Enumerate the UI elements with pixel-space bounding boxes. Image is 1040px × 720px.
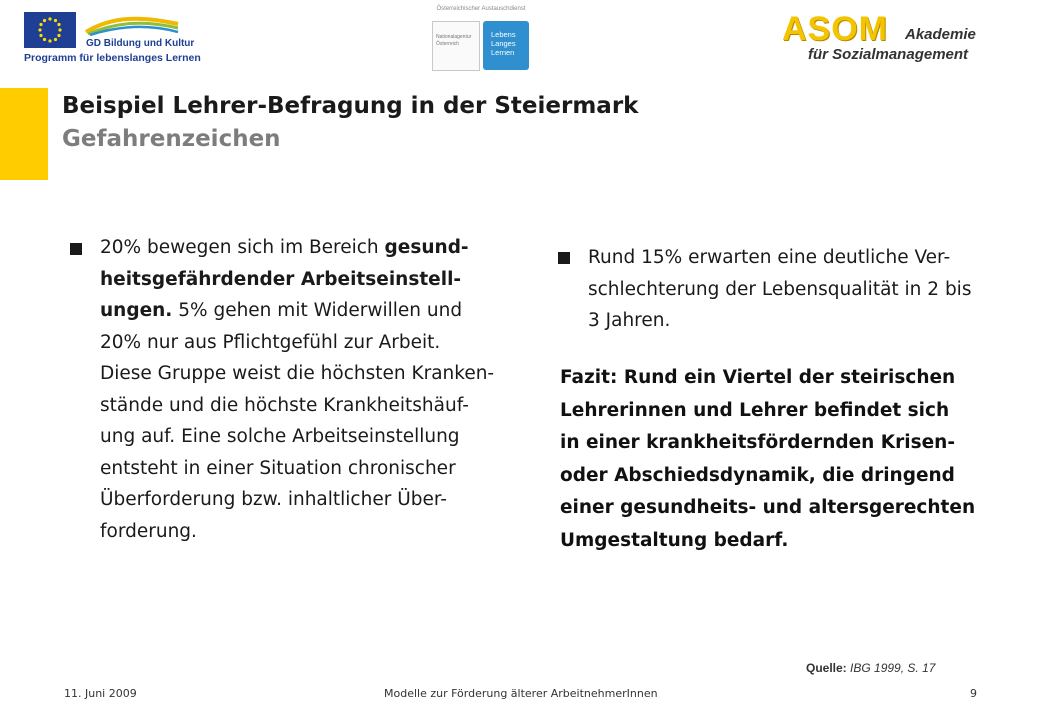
conclusion-line: in einer krankheitsfördernden Krisen-: [560, 432, 955, 453]
conclusion-line: Lehrerinnen und Lehrer befindet sich: [560, 399, 950, 421]
page-number: 9: [970, 687, 977, 700]
slide-subtitle: Gefahrenzeichen: [62, 126, 281, 152]
text-line: schlechterung der Lebensqualität in 2 bis: [588, 278, 972, 300]
asom-akademie: Akademie: [905, 26, 976, 43]
conclusion-line: Fazit: Rund ein Viertel der steirischen: [560, 367, 956, 388]
right-bullet-item: [556, 242, 1016, 337]
eu-logo-programme: Programm für lebenslanges Lernen: [24, 52, 201, 64]
footer-date: 11. Juni 2009: [64, 687, 137, 700]
conclusion-line: einer gesundheits- und altersgerechten: [560, 497, 976, 518]
bold-text-span: gesund-: [384, 237, 469, 258]
text-line: 3 Jahren.: [588, 310, 671, 331]
source-reference: IBG 1999, S. 17: [846, 661, 936, 675]
bold-text-span: heitsgefährdender Arbeitseinstell-: [100, 268, 462, 290]
left-text-block: [68, 232, 528, 547]
text-line: ung auf. Eine solche Arbeitseinstellung: [100, 426, 460, 447]
text-span: 5% gehen mit Widerwillen und: [172, 300, 463, 321]
text-line: 20% nur aus Pflichtgefühl zur Arbeit.: [100, 331, 441, 353]
conclusion-block: [560, 362, 975, 557]
eu-logo-caption: GD Bildung und Kultur: [86, 38, 195, 49]
right-text-block: [556, 242, 1016, 337]
lebens-langes-lernen-box: [483, 21, 529, 70]
text-line: [100, 264, 528, 296]
asom-subtitle: für Sozialmanagement: [808, 46, 969, 63]
slide-title: Beispiel Lehrer-Befragung in der Steiermark: [62, 93, 639, 119]
conclusion-line: Umgestaltung bedarf.: [560, 529, 789, 551]
eu-programme-logo: [24, 12, 201, 68]
text-line: [100, 295, 528, 327]
conclusion-line: oder Abschiedsdynamik, die dringend: [560, 464, 955, 486]
bold-text-span: ungen.: [100, 300, 173, 321]
text-line: Rund 15% erwarten eine deutliche Ver-: [588, 247, 951, 268]
national-agency-box: [432, 21, 480, 71]
eu-flag-icon: [24, 12, 76, 48]
oead-logo: [430, 6, 532, 70]
square-bullet-icon: [558, 252, 570, 264]
text-line: forderung.: [100, 520, 197, 542]
square-bullet-icon: [70, 243, 82, 255]
text-span: 20% bewegen sich im Bereich: [100, 237, 385, 258]
text-line: Diese Gruppe weist die höchsten Kranken-: [100, 363, 495, 384]
asom-wordmark: ASOM: [782, 10, 888, 48]
oead-caption: Österreichischer Austauschdienst: [436, 6, 526, 12]
national-agency-text: Nationalagentur Österreich: [436, 34, 472, 47]
source-citation: [806, 661, 935, 675]
asom-logo: [782, 10, 1002, 68]
source-label: Quelle:: [806, 661, 847, 675]
text-line: entsteht in einer Situation chronischer: [100, 457, 456, 479]
title-accent-bar: [0, 88, 48, 180]
lebens-langes-lernen-text: Lebens Langes Lernen: [491, 30, 516, 57]
footer-title: Modelle zur Förderung älterer ArbeitnehmerInnen: [384, 687, 658, 700]
text-line: [100, 232, 528, 264]
text-line: Überforderung bzw. inhaltlicher Über-: [100, 489, 447, 510]
left-bullet-item: [68, 232, 528, 547]
lifelong-learning-swoosh-icon: [82, 14, 182, 36]
text-line: stände und die höchste Krankheitshäuf-: [100, 394, 469, 416]
